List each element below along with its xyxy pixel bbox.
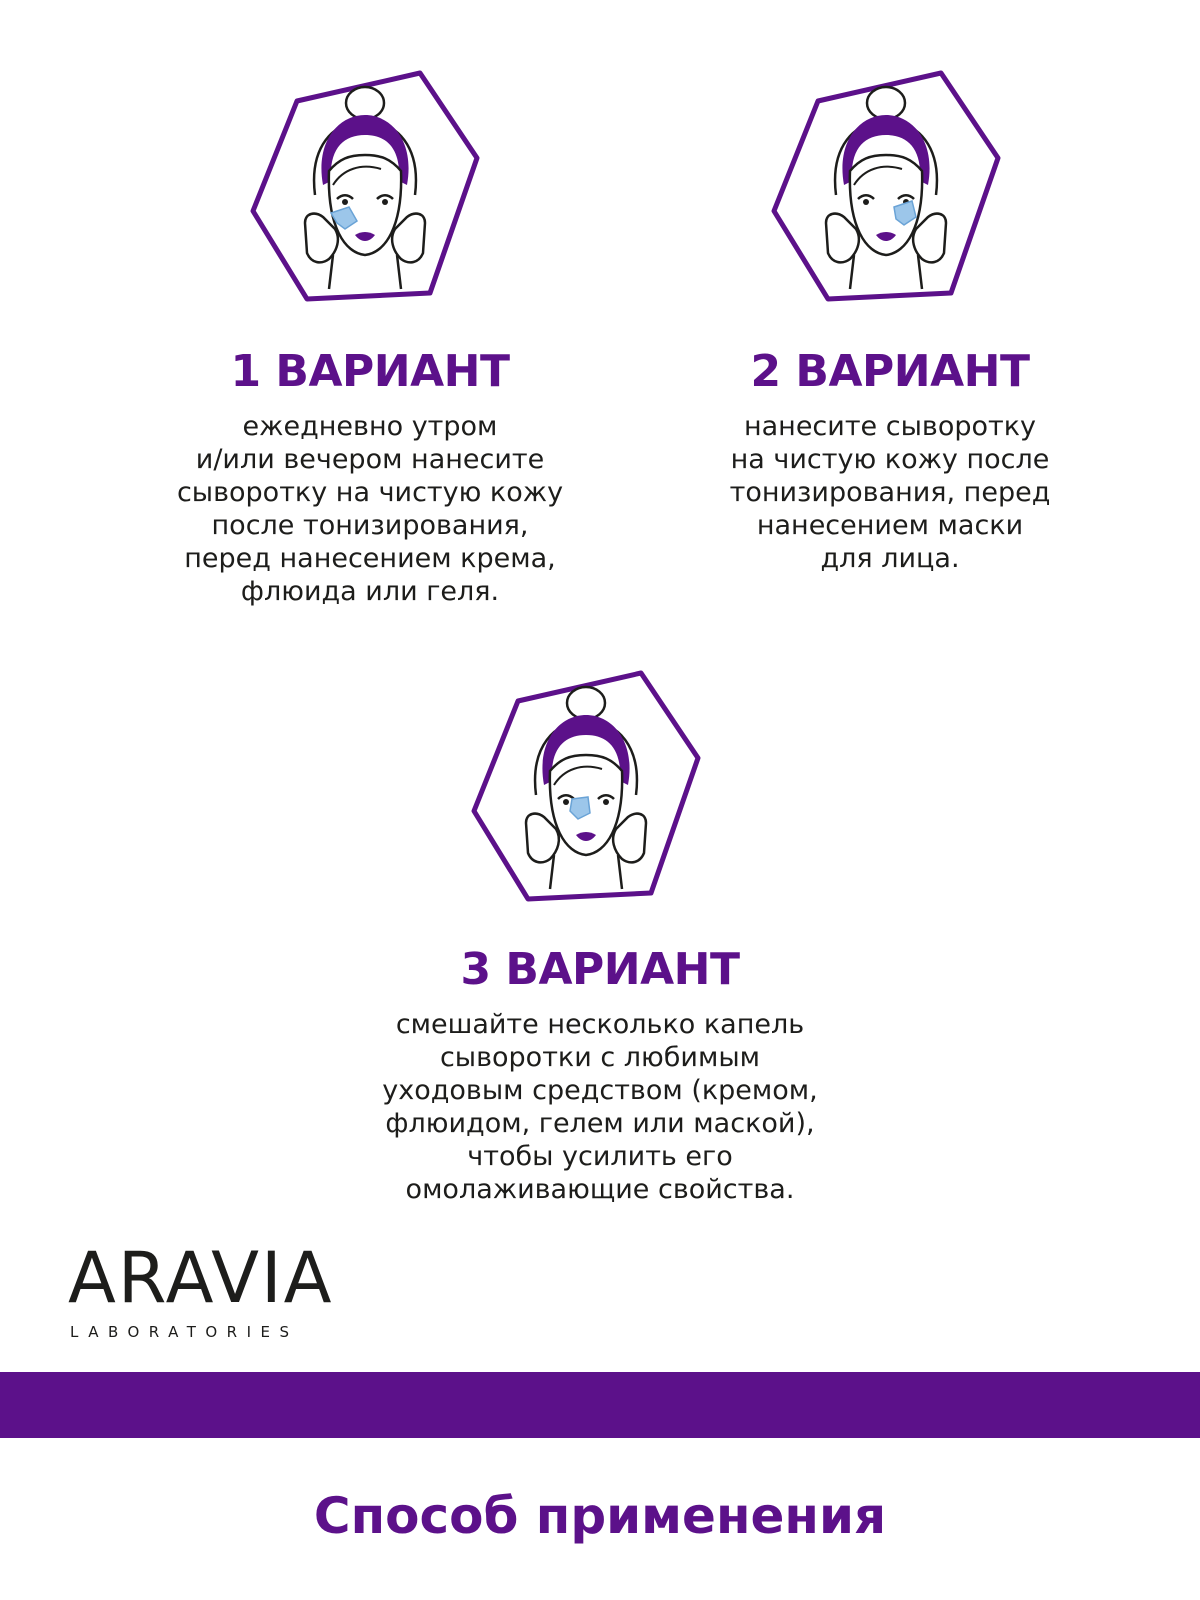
variant-1-title: 1 ВАРИАНТ [230, 346, 510, 397]
variant-1-icon [245, 63, 485, 303]
woman-applying-serum-icon [766, 63, 1006, 303]
variant-3-line: уходовым средством (кремом, [382, 1075, 818, 1106]
variant-1-line: сыворотку на чистую кожу [176, 477, 564, 508]
woman-applying-serum-icon [466, 663, 706, 903]
variant-3-line: чтобы усилить его [467, 1141, 733, 1172]
variant-3-description [300, 1008, 900, 1206]
variant-3-line: смешайте несколько капель [395, 1009, 805, 1040]
brand-subtitle: LABORATORIES [70, 1323, 299, 1341]
variant-2-description [640, 410, 1140, 575]
variant-1-line: после тонизирования, [211, 510, 529, 541]
variant-1-line: и/или вечером нанесите [195, 444, 545, 475]
variant-2-line: тонизирования, перед [729, 477, 1051, 508]
aravia-logo [68, 1238, 400, 1348]
variant-1-line: ежедневно утром [242, 411, 498, 442]
accent-band [0, 1372, 1200, 1438]
variant-2-line: нанесением маски [756, 510, 1024, 541]
variant-1-description [120, 410, 620, 608]
variant-3-icon [466, 663, 706, 903]
variant-3-line: омолаживающие свойства. [405, 1174, 795, 1205]
variant-1-line: перед нанесением крема, [184, 543, 556, 574]
woman-applying-serum-icon [245, 63, 485, 303]
variant-2-icon [766, 63, 1006, 303]
variant-2-line: нанесите сыворотку [743, 411, 1037, 442]
variant-3-line: флюидом, гелем или маской), [385, 1108, 815, 1139]
variant-2-line: для лица. [820, 543, 960, 574]
brand-name: ARAVIA [68, 1237, 334, 1319]
variant-3-line: сыворотки с любимым [439, 1042, 761, 1073]
variant-2-title: 2 ВАРИАНТ [750, 346, 1030, 397]
variant-2-line: на чистую кожу после [730, 444, 1050, 475]
variant-3-title: 3 ВАРИАНТ [460, 944, 740, 995]
footer-title: Способ применения [313, 1487, 887, 1545]
variant-1-line: флюида или геля. [240, 576, 500, 607]
